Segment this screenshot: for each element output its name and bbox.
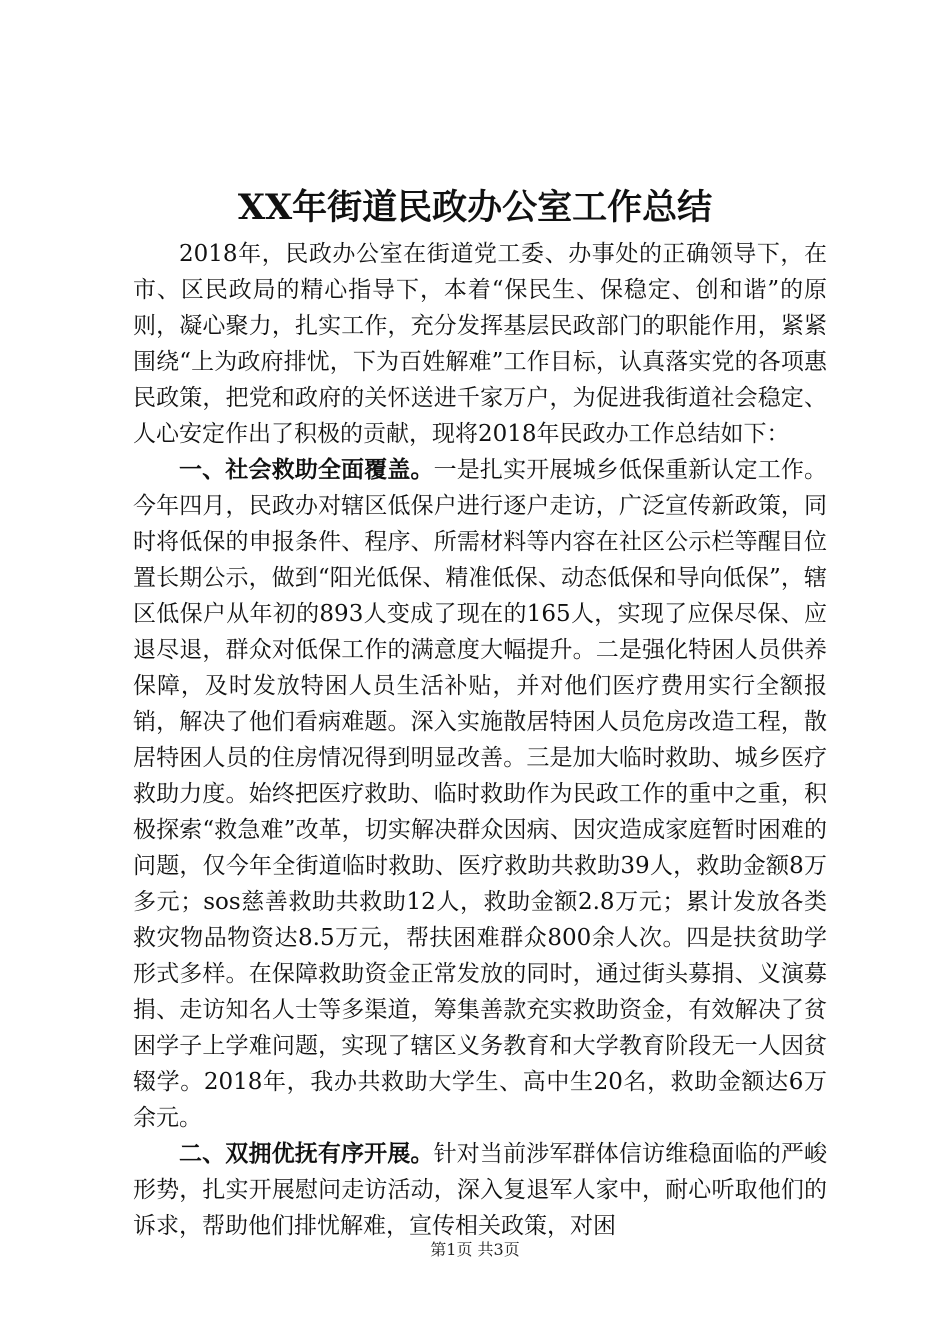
intro-paragraph-text: 2018年，民政办公室在街道党工委、办事处的正确领导下，在市、区民政局的精心指导下，本着“保民生、保稳定、创和谐”的原则，凝心聚力，扎实工作，充分发挥基层民政部门的职能作用，紧紧围绕“上为政府排忧，下为百姓解难”工作目标，认真落实党的各项惠民政策，把党和政府的关怀送进千家万户，为促进我街道社会稳定、人心安定作出了积极的贡献，现将2018年民政办工作总结如下： xyxy=(133,241,827,447)
section-1-heading: 一、社会救助全面覆盖。 xyxy=(179,456,434,483)
page-footer: 第1页 共3页 xyxy=(430,1240,520,1259)
section-2-heading: 二、双拥优抚有序开展。 xyxy=(179,1140,434,1167)
section-1-text: 一是扎实开展城乡低保重新认定工作。今年四月，民政办对辖区低保户进行逐户走访，广泛宣传新政策，同时将低保的申报条件、程序、所需材料等内容在社区公示栏等醒目位置长期公示，做到“阳光低保、精准低保、动态低保和导向低保”，辖区低保户从年初的893人变成了现在的165人，实现了应保尽保、应退尽退，群众对低保工作的满意度大幅提升。二是强化特困人员供养保障，及时发放特困人员生活补贴，并对他们医疗费用实行全额报销，解决了他们看病难题。深入实施散居特困人员危房改造工程，散居特困人员的住房情况得到明显改善。三是加大临时救助、城乡医疗救助力度。始终把医疗救助、临时救助作为民政工作的重中之重，积极探索“救急难”改革，切实解决群众因病、因灾造成家庭暂时困难的问题，仅今年全街道临时救助、医疗救助共救助39人，救助金额8万多元；sos慈善救助共救助12人，救助金额2.8万元；累计发放各类救灾物品物资达8.5万元，帮扶困难群众800余人次。四是扶贫助学形式多样。在保障救助资金正常发放的同时，通过街头募捐、义演募捐、走访知名人士等多渠道，筹集善款充实救助资金，有效解决了贫困学子上学难问题，实现了辖区义务教育和大学教育阶段无一人因贫辍学。2018年，我办共救助大学生、高中生20名，救助金额达6万余元。 xyxy=(133,457,828,1131)
section-2-paragraph xyxy=(133,1136,827,1244)
document-title: XX年街道民政办公室工作总结 xyxy=(237,187,713,228)
document-body xyxy=(133,236,827,1244)
section-1-paragraph xyxy=(133,452,827,1136)
intro-paragraph xyxy=(133,236,827,452)
section-2-text: 针对当前涉军群体信访维稳面临的严峻形势，扎实开展慰问走访活动，深入复退军人家中，耐心听取他们的诉求，帮助他们排忧解难，宣传相关政策，对困 xyxy=(133,1141,828,1239)
